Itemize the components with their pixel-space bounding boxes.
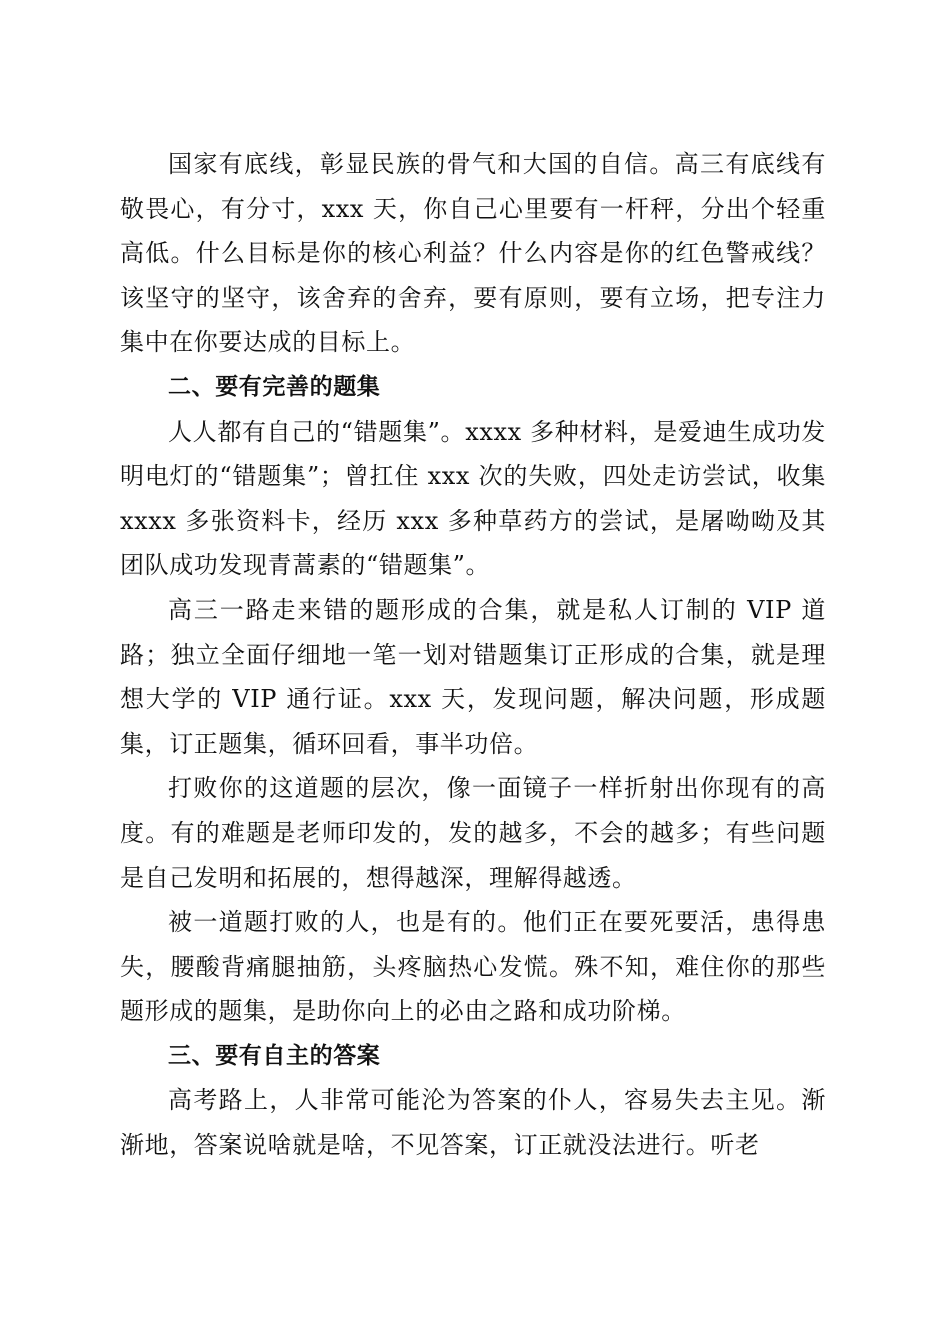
paragraph-error-collection: 人人都有自己的“错题集”。xxxx 多种材料，是爱迪生成功发明电灯的“错题集”；曾扛住 xxx 次的失败，四处走访尝试，收集 xxxx 多张资料卡，经历 xxx 多种草药方的尝试，是屠呦呦及其团队成功发现青蒿素的“错题集”。 — [120, 417, 826, 580]
paragraph-mirror: 打败你的这道题的层次，像一面镜子一样折射出你现有的高度。有的难题是老师印发的，发的越多，不会的越多；有些问题是自己发明和拓展的，想得越深，理解得越透。 — [120, 774, 826, 892]
paragraph-defeated: 被一道题打败的人，也是有的。他们正在要死要活，患得患失，腰酸背痛腿抽筋，头疼脑热心发慌。殊不知，难住你的那些题形成的题集，是助你向上的必由之路和成功阶梯。 — [120, 908, 826, 1026]
section-heading-question-set: 二、要有完善的题集 — [168, 373, 381, 400]
document-body — [120, 142, 826, 1168]
paragraph-answer-servant: 高考路上，人非常可能沦为答案的仆人，容易失去主见。渐渐地，答案说啥就是啥，不见答案，订正就没法进行。听老 — [120, 1086, 826, 1160]
paragraph-bottom-line: 国家有底线，彰显民族的骨气和大国的自信。高三有底线有敬畏心，有分寸，xxx 天，你自己心里要有一杆秤，分出个轻重高低。什么目标是你的核心利益？什么内容是你的红色警戒线？该坚守的坚守，该舍弃的舍弃，要有原则，要有立场，把专注力集中在你要达成的目标上。 — [120, 150, 826, 357]
paragraph-vip-road: 高三一路走来错的题形成的合集，就是私人订制的 VIP 道路；独立全面仔细地一笔一划对错题集订正形成的合集，就是理想大学的 VIP 通行证。xxx 天，发现问题，解决问题，形成题集，订正题集，循环回看，事半功倍。 — [120, 595, 826, 758]
section-heading-own-answer: 三、要有自主的答案 — [168, 1042, 381, 1069]
